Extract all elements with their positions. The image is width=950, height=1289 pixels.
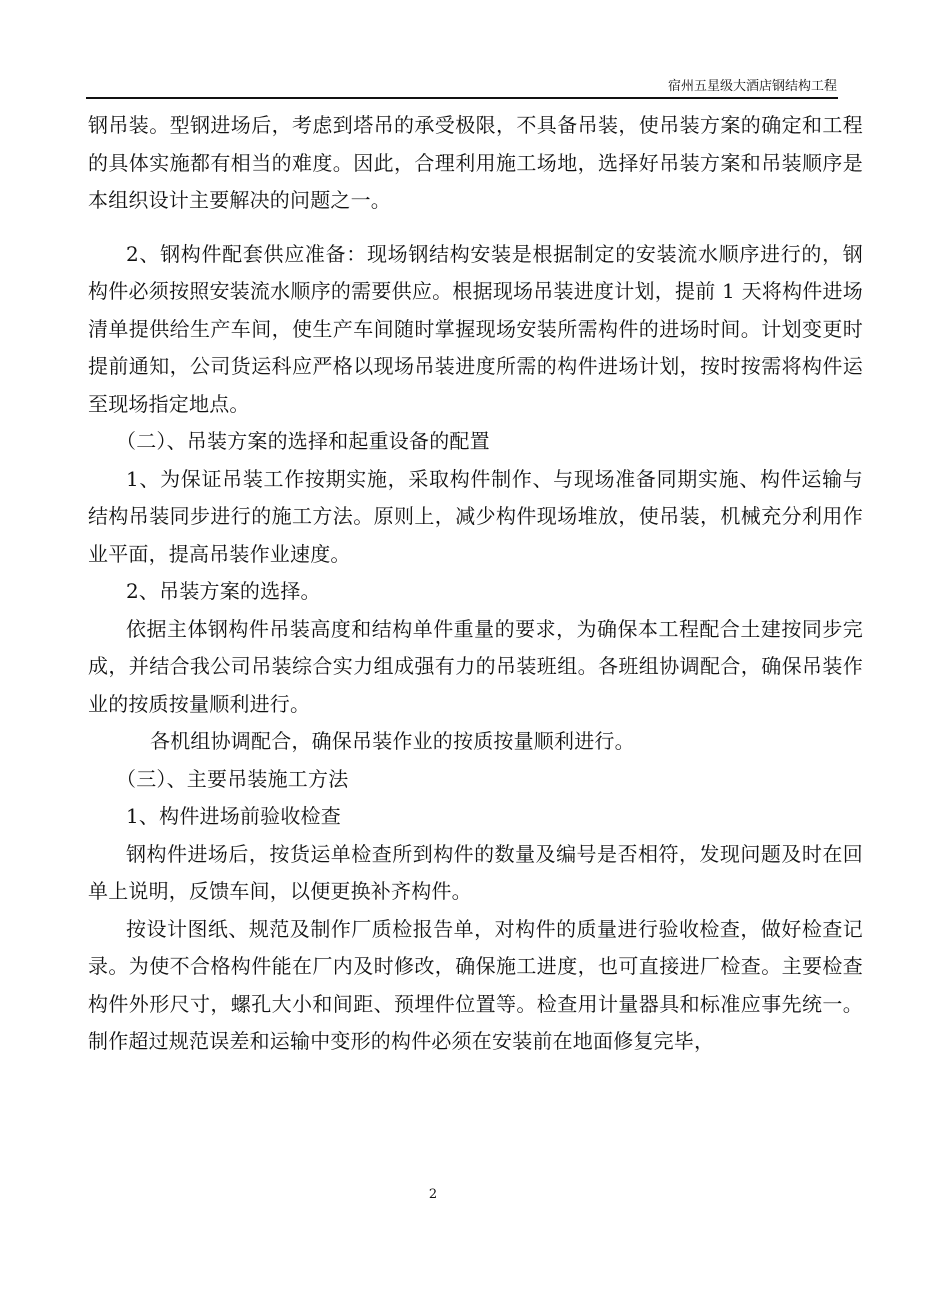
paragraph-quality-check: 按设计图纸、规范及制作厂质检报告单，对构件的质量进行验收检查，做好检查记录。为使不合格构件能在厂内及时修改，确保施工进度，也可直接进厂检查。主要检查构件外形尺寸，螺孔大小和间距、预埋件位置等。检查用计量器具和标准应事先统一。制作超过规范误差和运输中变形的构件必须在安装前在地面修复完毕， xyxy=(88,916,863,1053)
paragraph-plan-basis: 依据主体钢构件吊装高度和结构单件重量的要求，为确保本工程配合土建按同步完成，并结合我公司吊装综合实力组成强有力的吊装班组。各班组协调配合，确保吊装作业的按质按量顺利进行。 xyxy=(88,616,863,716)
document-body xyxy=(88,107,863,1061)
header-divider xyxy=(86,97,838,99)
paragraph-arrival-check: 钢构件进场后，按货运单检查所到构件的数量及编号是否相符，发现问题及时在回单上说明，反馈车间，以便更换补齐构件。 xyxy=(88,841,863,903)
running-header: 宿州五星级大酒店钢结构工程 xyxy=(667,79,837,94)
paragraph-component-supply: 2、钢构件配套供应准备：现场钢结构安装是根据制定的安装流水顺序进行的，钢构件必须按照安装流水顺序的需要供应。根据现场吊装进度计划，提前 1 天将构件进场清单提供给生产车间，使生产车间随时掌握现场安装所需构件的进场时间。计划变更时提前通知，公司货运科应严格以现场吊装进度所需的构件进场计划，按时按需将构件运至现场指定地点。 xyxy=(88,241,863,416)
section-heading-hoisting-plan: （二）、吊装方案的选择和起重设备的配置 xyxy=(116,429,490,453)
subheading-arrival-inspection: 1、构件进场前验收检查 xyxy=(126,804,341,828)
page-number: 2 xyxy=(428,1187,438,1202)
section-heading-methods: （三）、主要吊装施工方法 xyxy=(116,766,349,791)
paragraph-hoisting-schedule: 1、为保证吊装工作按期实施，采取构件制作、与现场准备同期实施、构件运输与结构吊装同步进行的施工方法。原则上，减少构件现场堆放，使吊装，机械充分利用作业平面，提高吊装作业速度。 xyxy=(88,466,863,566)
subheading-plan-selection: 2、吊装方案的选择。 xyxy=(126,579,321,603)
paragraph-intro-continued: 钢吊装。型钢进场后，考虑到塔吊的承受极限，不具备吊装，使吊装方案的确定和工程的具体实施都有相当的难度。因此，合理利用施工场地，选择好吊装方案和吊装顺序是本组织设计主要解决的问题之一。 xyxy=(88,113,863,212)
paragraph-crew-coordination: 各机组协调配合，确保吊装作业的按质按量顺利进行。 xyxy=(150,729,635,753)
